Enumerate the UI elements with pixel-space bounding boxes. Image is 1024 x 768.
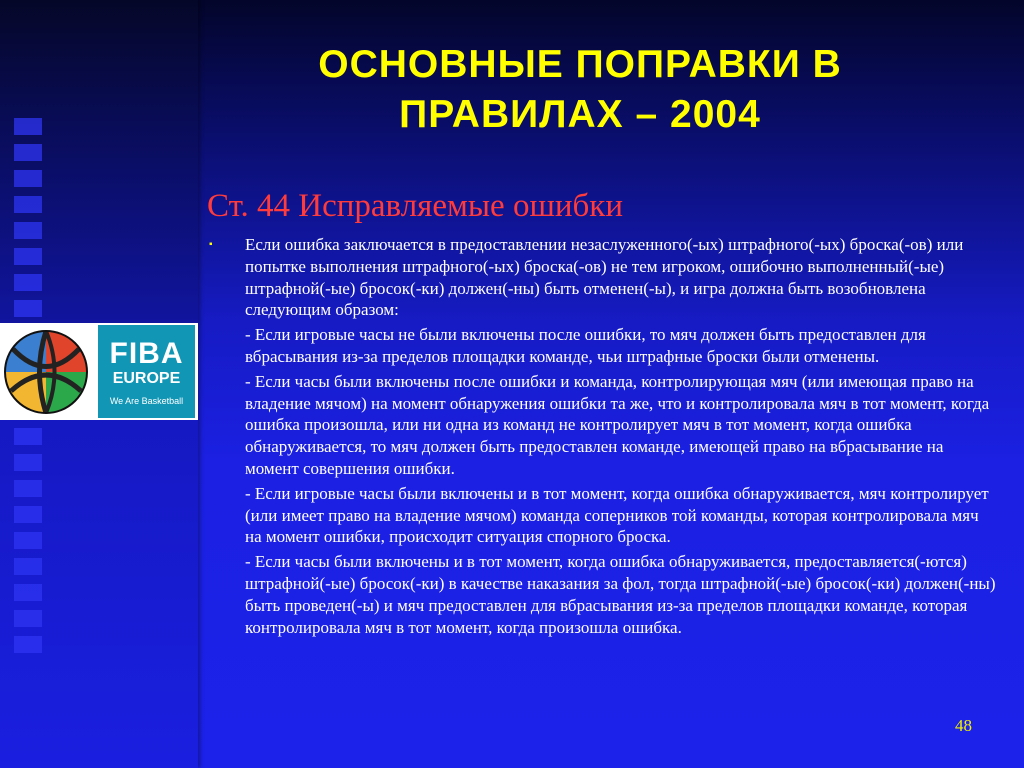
bullet-item	[207, 234, 1007, 321]
decorative-square	[14, 274, 42, 291]
logo-tagline: We Are Basketball	[109, 396, 184, 406]
decorative-square	[14, 454, 42, 471]
decorative-square	[14, 636, 42, 653]
rule-paragraph: - Если часы были включены и в тот момент, когда ошибка обнаруживается, предоставляется(-ются) штрафной(-ые) бросок(-ки) в качестве наказания за фол, тогда штрафной(-ые) бросок(-ки) должен(-ны) быть проведен(-ы) и мяч предоставлен для вбрасывания из-за пределов площадки команде, которая контролировала мяч в тот момент, когда произошла ошибка.	[245, 552, 996, 637]
slide-content	[207, 234, 1007, 638]
slide-title: ОСНОВНЫЕ ПОПРАВКИ В ПРАВИЛАХ – 2004	[318, 43, 842, 136]
decorative-square	[14, 428, 42, 445]
decorative-square	[14, 506, 42, 523]
bullet-text: Если ошибка заключается в предоставлении незаслуженного(-ых) штрафного(-ых) броска(-ов) или попытке выполнения штрафного(-ых) броска(-ов) не тем игроком, ошибочно выполненный(-ые) штрафной(-ые) бросок(-ки) должен(-ны) быть отменен(-ы), и игра должна быть возобновлена следующим образом:	[245, 235, 964, 320]
page-number: 48	[955, 716, 972, 735]
decorative-square	[14, 480, 42, 497]
decorative-square	[14, 532, 42, 549]
rule-paragraph: - Если часы были включены после ошибки и команда, контролирующая мяч (или имеющая право на владение мячом) на момент обнаружения ошибки та же, что и контролировала мяч в тот момент, когда ошибка произошла, или ни одна из команд не контролирует мяч в тот момент, когда ошибка обнаруживается, то мяч должен быть предоставлен команде, имеющей право на вбрасывание на момент совершения ошибки.	[245, 371, 990, 478]
rule-paragraph: - Если игровые часы были включены и в тот момент, когда ошибка обнаруживается, мяч контролирует (или имеет право на владение мячом) команда соперников той команды, которая контролировала мяч на момент ошибки, происходит ситуация спорного броска.	[245, 483, 989, 547]
decorative-square	[14, 118, 42, 135]
decorative-square	[14, 300, 42, 317]
europe-logo-text: EUROPE	[112, 370, 181, 387]
decorative-square	[14, 248, 42, 265]
fiba-logo-text: FIBA	[109, 337, 184, 370]
fiba-europe-logo	[0, 323, 198, 420]
slide-subtitle: Ст. 44 Исправляемые ошибки	[207, 188, 623, 224]
bullet-marker: ▪	[209, 239, 213, 250]
left-decorative-band	[0, 0, 198, 768]
decorative-square	[14, 584, 42, 601]
decorative-square	[14, 610, 42, 627]
fiba-panel	[98, 325, 195, 418]
rule-paragraph: - Если игровые часы не были включены после ошибки, то мяч должен быть предоставлен для вбрасывания из-за пределов площадки команде, чьи штрафные броски были отменены.	[245, 325, 926, 366]
decorative-square	[14, 196, 42, 213]
decorative-square	[14, 222, 42, 239]
basketball-globe-icon	[3, 329, 89, 415]
decorative-square	[14, 144, 42, 161]
decorative-square	[14, 558, 42, 575]
decorative-square	[14, 170, 42, 187]
